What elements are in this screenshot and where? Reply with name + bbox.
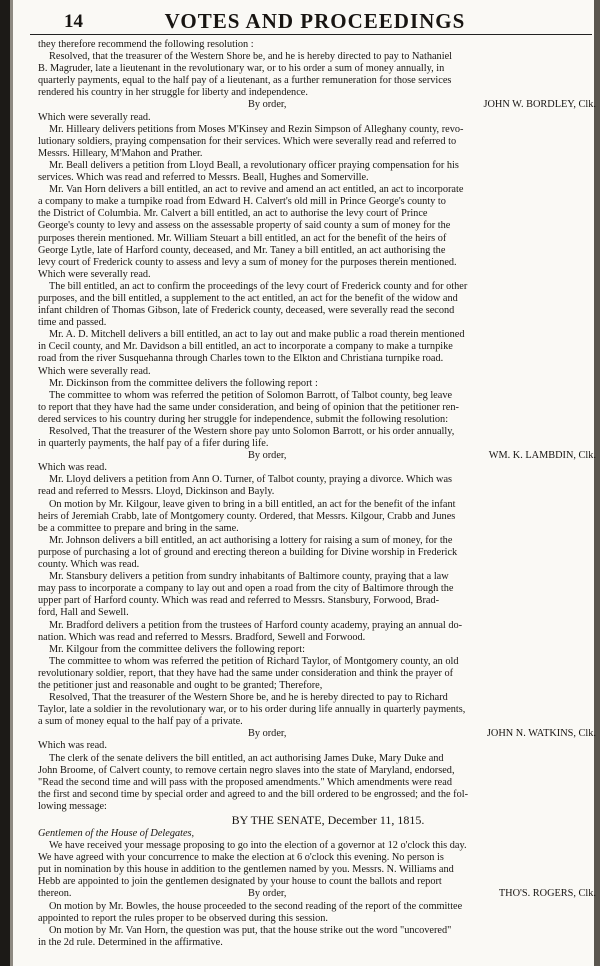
- text-line: rendered his country in her struggle for liberty and independence.: [38, 87, 308, 99]
- text-line: We have received your message proposing to go into the election of a governor at 12 o'clock this day.: [49, 840, 467, 852]
- text-line: Taylor, late a soldier in the revolutionary war, or to his order during life annually in quarterly payments,: [38, 704, 466, 716]
- text-line: Mr. Bradford delivers a petition from the trustees of Harford county academy, praying an annual do-: [49, 619, 463, 631]
- text-line: levy court of Frederick county to assess and levy a sum of money for the purposes therein mentioned.: [38, 256, 457, 268]
- text-line: On motion by Mr. Kilgour, leave given to bring in a bill entitled, an act for the benefit of the infant: [49, 498, 456, 510]
- text-line: heirs of Jeremiah Crabb, late of Montgomery county. Ordered, that Messrs. Kilgour, Crabb and Junes: [38, 510, 456, 522]
- page-number: 14: [64, 11, 83, 32]
- text-line: lutionary soldiers, praying compensation for their services. Which were severally read and referred to: [38, 135, 457, 147]
- text-line: the District of Columbia. Mr. Calvert a bill entitled, an act to authorise the levy court of Prince: [38, 208, 428, 220]
- text-line: Which was read.: [38, 740, 107, 752]
- clerk-signature: THO'S. ROGERS, Clk.: [498, 888, 596, 900]
- text-line: Mr. Dickinson from the committee delivers the following report :: [49, 377, 318, 389]
- text-line: Mr. Van Horn delivers a bill entitled, an act to revive and amend an act entitled, an act to incorporate: [49, 184, 464, 196]
- text-line: Resolved, That the treasurer of the Western Shore be, and he is hereby directed to pay to Richard: [49, 692, 448, 704]
- text-line: a sum of money equal to the half pay of a private.: [38, 716, 243, 728]
- text-line: Messrs. Hilleary, M'Mahon and Prather.: [38, 147, 203, 159]
- by-order-label: thereon.: [38, 888, 72, 900]
- text-line: be a committee to prepare and bring in the same.: [38, 522, 239, 534]
- text-line: Gentlemen of the House of Delegates,: [38, 828, 195, 839]
- text-line: nation. Which was read and referred to Messrs. Bradford, Sewell and Forwood.: [38, 631, 366, 643]
- text-line: upper part of Harford county. Which was read and referred to Messrs. Stansbury, Forwood, Brad-: [38, 595, 440, 607]
- text-line: Mr. Johnson delivers a bill entitled, an act authorising a lottery for raising a sum of money, for the: [49, 534, 453, 546]
- text-line: in Cecil county, and Mr. Davidson a bill entitled, an act to incorporate a company to make a turnpike: [38, 341, 453, 353]
- text-line: George Lytle, late of Harford county, deceased, and Mr. Taney a bill entitled, an act authorising the: [38, 244, 446, 256]
- text-line: services. Which was read and referred to Messrs. Beall, Hughes and Somerville.: [38, 172, 369, 184]
- text-line: Which were severally read.: [38, 111, 151, 123]
- text-line: time and passed.: [38, 317, 107, 329]
- text-line: appointed to report the rules proper to be observed during this session.: [38, 912, 328, 924]
- text-line: quarterly payments, equal to the half pay of a lieutenant, as a further remuneration for those services: [38, 75, 452, 87]
- page-header: [38, 6, 592, 34]
- text-line: The clerk of the senate delivers the bill entitled, an act authorising James Duke, Mary Duke and: [49, 752, 444, 764]
- text-line: On motion by Mr. Van Horn, the question was put, that the house strike out the word "uncovered": [49, 924, 452, 936]
- text-line: Which were severally read.: [38, 268, 151, 280]
- by-order-line: [38, 728, 598, 740]
- text-line: a company to make a turnpike road from Edward H. Calvert's old mill in Prince George's county to: [38, 196, 446, 208]
- text-line: in quarterly payments, the half pay of a fifer during life.: [38, 438, 269, 450]
- text-line: the petitioner just and reasonable and ought to be granted; Therefore,: [38, 679, 323, 691]
- text-line: road from the river Susquehanna through Charles town to the Elkton and Christiana turnpike road.: [38, 353, 444, 365]
- text-line: Resolved, that the treasurer of the Western Shore be, and he is hereby directed to pay to Nathaniel: [49, 51, 452, 63]
- scan-binding-edge: [0, 0, 10, 966]
- header-rule: [30, 34, 592, 35]
- clerk-signature: JOHN W. BORDLEY, Clk.: [483, 99, 596, 111]
- by-order-line: [38, 888, 598, 900]
- page-title: VOTES AND PROCEEDINGS: [164, 9, 466, 33]
- text-line: The committee to whom was referred the petition of Solomon Barrott, of Talbot county, beg leave: [49, 389, 453, 401]
- text-line: Mr. A. D. Mitchell delivers a bill entitled, an act to lay out and make public a road therein mentioned: [49, 329, 465, 341]
- text-line: read and referred to Messrs. Lloyd, Dickinson and Bayly.: [38, 486, 275, 498]
- clerk-signature: JOHN N. WATKINS, Clk.: [486, 728, 596, 740]
- text-line: "Read the second time and will pass with the proposed amendments." Which amendments were read: [38, 776, 452, 788]
- text-line: revolutionary soldier, report, that they have had the same under consideration and think the prayer of: [38, 667, 454, 679]
- text-line: We have agreed with your concurrence to make the election at 6 o'clock this evening. No person is: [38, 852, 444, 864]
- text-line: the first and second time by special order and agreed to and the bill ordered to be engrossed; and the fol-: [38, 788, 469, 800]
- by-order-label: By order,: [248, 728, 287, 740]
- senate-heading: BY THE SENATE, December 11, 1815.: [231, 813, 425, 827]
- text-line: Mr. Stansbury delivers a petition from sundry inhabitants of Baltimore county, praying that a law: [49, 571, 449, 583]
- document-body: [38, 39, 598, 949]
- text-line: purposes therein mentioned. Mr. William Steuart a bill entitled, an act for the benefit of the heirs of: [38, 232, 447, 244]
- by-order-line: [38, 450, 598, 462]
- text-line: John Broome, of Calvert county, to remove certain negro slaves into the state of Maryland, endorsed,: [38, 764, 455, 776]
- by-order-label: By order,: [248, 888, 287, 900]
- text-line: infant children of Thomas Gibson, late of Frederick county, deceased, were severally read the second: [38, 305, 455, 317]
- text-line: put in nomination by this house in addition to the gentlemen named by you. Messrs. N. Williams and: [38, 864, 454, 876]
- by-order-line: [38, 99, 598, 111]
- text-line: Mr. Lloyd delivers a petition from Ann O. Turner, of Talbot county, praying a divorce. Which was: [49, 474, 453, 486]
- text-line: Which was read.: [38, 462, 107, 474]
- text-line: may pass to incorporate a company to lay out and open a road from the city of Baltimore through the: [38, 583, 454, 595]
- text-line: to report that they have had the same under consideration, and being of opinion that the petitioner ren-: [38, 401, 459, 413]
- text-line: purpose of purchasing a lot of ground and erecting thereon a building for Divine worship in Frederick: [38, 546, 458, 558]
- by-order-label: By order,: [248, 450, 287, 462]
- text-line: The bill entitled, an act to confirm the proceedings of the levy court of Frederick county and for other: [49, 280, 468, 292]
- text-line: dered services to his country during her struggle for independence, submit the following resolution:: [38, 413, 449, 425]
- text-line: George's county to levy and assess on the assessable property of said county a sum of money for the: [38, 220, 451, 232]
- scan-binding-shadow: [10, 0, 13, 966]
- text-line: ford, Hall and Sewell.: [38, 607, 129, 619]
- text-line: county. Which was read.: [38, 559, 140, 571]
- text-line: B. Magruder, late a lieutenant in the revolutionary war, or to his order a sum of money annually, in: [38, 63, 445, 75]
- text-line: Which were severally read.: [38, 365, 151, 377]
- text-line: Mr. Hilleary delivers petitions from Moses M'Kinsey and Rezin Simpson of Alleghany county, revo-: [49, 123, 464, 135]
- text-line: in the 2d rule. Determined in the affirmative.: [38, 936, 223, 948]
- text-line: Mr. Beall delivers a petition from Lloyd Beall, a revolutionary officer praying compensation for his: [49, 159, 459, 171]
- text-line: Mr. Kilgour from the committee delivers the following report:: [49, 643, 305, 655]
- clerk-signature: WM. K. LAMBDIN, Clk.: [488, 450, 596, 462]
- by-order-label: By order,: [248, 99, 287, 111]
- text-line: lowing message:: [38, 800, 107, 812]
- text-line: Hebb are appointed to join the gentlemen designated by your house to count the ballots and report: [38, 876, 442, 888]
- text-line: they therefore recommend the following resolution :: [38, 39, 254, 50]
- text-line: The committee to whom was referred the petition of Richard Taylor, of Montgomery county, an old: [49, 655, 459, 667]
- text-line: On motion by Mr. Bowles, the house proceeded to the second reading of the report of the committee: [49, 900, 463, 912]
- text-line: Resolved, That the treasurer of the Western shore pay unto Solomon Barrott, or his order annually,: [49, 426, 455, 437]
- text-line: purposes, and the bill entitled, a supplement to the act entitled, an act for the benefit of the widow and: [38, 292, 458, 304]
